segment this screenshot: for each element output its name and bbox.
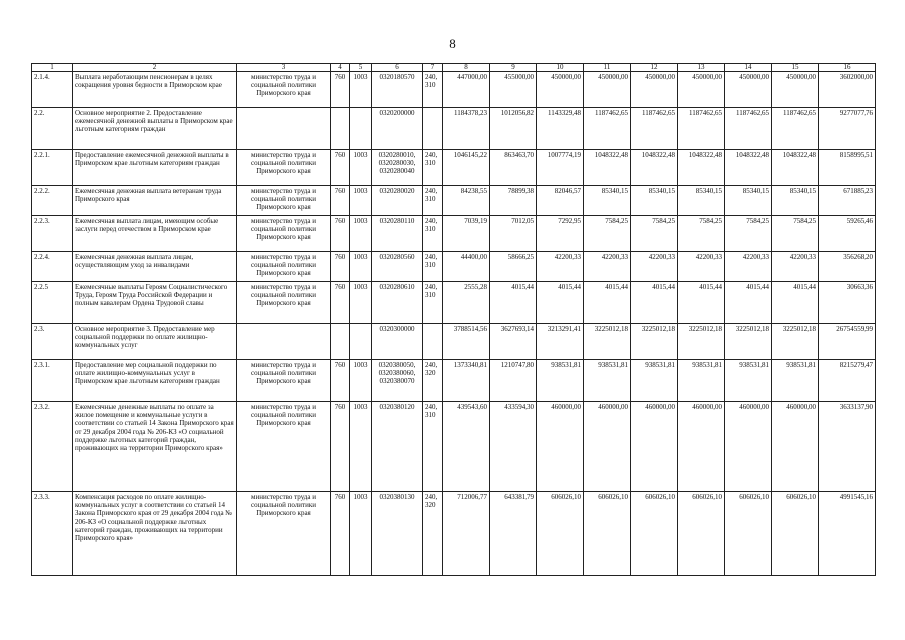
row-year-amount: 863463,70 — [490, 150, 537, 186]
column-number: 6 — [372, 64, 423, 72]
row-year-amount: 4015,44 — [584, 282, 631, 324]
row-year-amount: 450000,00 — [725, 72, 772, 108]
row-year-amount: 1187462,65 — [631, 108, 678, 150]
column-number: 10 — [537, 64, 584, 72]
row-expense-type: 240, 310 — [423, 252, 443, 282]
row-total: 671885,23 — [819, 186, 876, 216]
row-year-amount: 3627693,14 — [490, 324, 537, 360]
row-grbs: 760 — [331, 216, 350, 252]
row-title: Предоставление ежемесячной денежной выплаты в Приморском крае льготным категориям граждан — [73, 150, 237, 186]
row-number: 2.3.2. — [32, 402, 73, 492]
row-number: 2.3.3. — [32, 492, 73, 576]
row-year-amount: 44400,00 — [443, 252, 490, 282]
row-grbs: 760 — [331, 360, 350, 402]
row-year-amount: 58666,25 — [490, 252, 537, 282]
row-title: Ежемесячные денежные выплаты по оплате за жилое помещение и коммунальные услуги в соответствии со статьей 14 Закона Приморского края от 29 декабря 2004 года № 206-КЗ «О социальной поддержке льготных категорий граждан, проживающих на территории Приморского края» — [73, 402, 237, 492]
row-year-amount: 450000,00 — [537, 72, 584, 108]
row-title: Предоставление мер социальной поддержки по оплате жилищно-коммунальных услуг в Приморском крае льготным категориям граждан — [73, 360, 237, 402]
row-year-amount: 1012056,82 — [490, 108, 537, 150]
row-year-amount: 938531,81 — [772, 360, 819, 402]
row-year-amount: 460000,00 — [537, 402, 584, 492]
row-number: 2.2.2. — [32, 186, 73, 216]
row-year-amount: 460000,00 — [772, 402, 819, 492]
column-number: 14 — [725, 64, 772, 72]
row-target-article: 0320280560 — [372, 252, 423, 282]
row-year-amount: 450000,00 — [631, 72, 678, 108]
row-year-amount: 85340,15 — [631, 186, 678, 216]
row-target-article: 0320280610 — [372, 282, 423, 324]
row-target-article: 0320380120 — [372, 402, 423, 492]
row-year-amount: 85340,15 — [772, 186, 819, 216]
table-row — [32, 324, 876, 360]
row-year-amount: 1373340,81 — [443, 360, 490, 402]
row-year-amount: 1048322,48 — [725, 150, 772, 186]
row-section — [350, 108, 372, 150]
row-year-amount: 1143329,48 — [537, 108, 584, 150]
row-grbs: 760 — [331, 72, 350, 108]
row-total: 9277077,76 — [819, 108, 876, 150]
row-agency: министерство труда и социальной политики Приморского края — [237, 360, 331, 402]
row-year-amount: 439543,60 — [443, 402, 490, 492]
row-agency: министерство труда и социальной политики Приморского края — [237, 282, 331, 324]
row-agency: министерство труда и социальной политики Приморского края — [237, 150, 331, 186]
row-year-amount: 460000,00 — [678, 402, 725, 492]
row-number: 2.3.1. — [32, 360, 73, 402]
table-row — [32, 186, 876, 216]
row-title: Ежемесячная денежная выплата ветеранам труда Приморского края — [73, 186, 237, 216]
row-total: 3602000,00 — [819, 72, 876, 108]
row-agency: министерство труда и социальной политики Приморского края — [237, 402, 331, 492]
row-section — [350, 324, 372, 360]
row-grbs: 760 — [331, 492, 350, 576]
row-total: 8215279,47 — [819, 360, 876, 402]
row-year-amount: 42200,33 — [772, 252, 819, 282]
row-year-amount: 3213291,41 — [537, 324, 584, 360]
row-total: 356268,20 — [819, 252, 876, 282]
row-year-amount: 7039,19 — [443, 216, 490, 252]
row-year-amount: 3225012,18 — [772, 324, 819, 360]
row-year-amount: 1187462,65 — [678, 108, 725, 150]
row-year-amount: 85340,15 — [584, 186, 631, 216]
page-number: 8 — [449, 36, 456, 51]
row-expense-type: 240, 320 — [423, 360, 443, 402]
row-year-amount: 712006,77 — [443, 492, 490, 576]
row-year-amount: 42200,33 — [725, 252, 772, 282]
row-target-article: 0320280020 — [372, 186, 423, 216]
row-year-amount: 4015,44 — [725, 282, 772, 324]
row-section: 1003 — [350, 72, 372, 108]
row-section: 1003 — [350, 252, 372, 282]
column-number: 13 — [678, 64, 725, 72]
table-row — [32, 360, 876, 402]
row-year-amount: 4015,44 — [537, 282, 584, 324]
row-year-amount: 606026,10 — [537, 492, 584, 576]
row-year-amount: 3225012,18 — [584, 324, 631, 360]
row-year-amount: 1187462,65 — [725, 108, 772, 150]
row-target-article: 0320380130 — [372, 492, 423, 576]
column-number: 2 — [73, 64, 237, 72]
table-row — [32, 216, 876, 252]
row-year-amount: 455000,00 — [490, 72, 537, 108]
row-year-amount: 3225012,18 — [725, 324, 772, 360]
row-number: 2.2.1. — [32, 150, 73, 186]
table-row — [32, 252, 876, 282]
row-year-amount: 606026,10 — [772, 492, 819, 576]
row-year-amount: 1046145,22 — [443, 150, 490, 186]
column-number: 15 — [772, 64, 819, 72]
row-year-amount: 447000,00 — [443, 72, 490, 108]
row-year-amount: 42200,33 — [537, 252, 584, 282]
row-number: 2.2.3. — [32, 216, 73, 252]
row-year-amount: 42200,33 — [584, 252, 631, 282]
row-year-amount: 85340,15 — [678, 186, 725, 216]
row-target-article: 0320380050, 0320380060, 0320380070 — [372, 360, 423, 402]
row-year-amount: 460000,00 — [725, 402, 772, 492]
row-year-amount: 84238,55 — [443, 186, 490, 216]
row-grbs: 760 — [331, 402, 350, 492]
row-target-article: 0320300000 — [372, 324, 423, 360]
row-grbs — [331, 108, 350, 150]
row-year-amount: 4015,44 — [631, 282, 678, 324]
row-target-article: 0320280110 — [372, 216, 423, 252]
row-number: 2.2. — [32, 108, 73, 150]
row-target-article: 0320180570 — [372, 72, 423, 108]
row-year-amount: 7584,25 — [772, 216, 819, 252]
row-year-amount: 7012,05 — [490, 216, 537, 252]
row-year-amount: 85340,15 — [725, 186, 772, 216]
column-number: 4 — [331, 64, 350, 72]
row-title: Выплата неработающим пенсионерам в целях сокращения уровня бедности в Приморском крае — [73, 72, 237, 108]
row-grbs — [331, 324, 350, 360]
table-row — [32, 72, 876, 108]
row-expense-type: 240, 310 — [423, 150, 443, 186]
row-section: 1003 — [350, 492, 372, 576]
row-year-amount: 42200,33 — [678, 252, 725, 282]
row-year-amount: 938531,81 — [631, 360, 678, 402]
row-year-amount: 643381,79 — [490, 492, 537, 576]
row-title: Компенсация расходов по оплате жилищно-коммунальных услуг в соответствии со статьей 14 Закона Приморского края от 29 декабря 2004 года № 206-КЗ «О социальной поддержке льготных категорий граждан, проживающих на территории Приморского края» — [73, 492, 237, 576]
table-row — [32, 492, 876, 576]
row-year-amount: 4015,44 — [772, 282, 819, 324]
row-grbs: 760 — [331, 150, 350, 186]
row-number: 2.2.4. — [32, 252, 73, 282]
row-year-amount: 1048322,48 — [678, 150, 725, 186]
table-row — [32, 108, 876, 150]
row-number: 2.3. — [32, 324, 73, 360]
column-number: 16 — [819, 64, 876, 72]
row-year-amount: 42200,33 — [631, 252, 678, 282]
row-total: 8158995,51 — [819, 150, 876, 186]
row-year-amount: 450000,00 — [772, 72, 819, 108]
row-agency: министерство труда и социальной политики Приморского края — [237, 492, 331, 576]
row-year-amount: 938531,81 — [678, 360, 725, 402]
row-year-amount: 450000,00 — [678, 72, 725, 108]
column-number: 7 — [423, 64, 443, 72]
table-row — [32, 282, 876, 324]
row-year-amount: 450000,00 — [584, 72, 631, 108]
row-total: 4991545,16 — [819, 492, 876, 576]
row-total: 26754559,99 — [819, 324, 876, 360]
row-year-amount: 1187462,65 — [772, 108, 819, 150]
row-section: 1003 — [350, 216, 372, 252]
row-total: 30663,36 — [819, 282, 876, 324]
row-number: 2.1.4. — [32, 72, 73, 108]
row-year-amount: 1048322,48 — [772, 150, 819, 186]
column-number: 5 — [350, 64, 372, 72]
row-title: Ежемесячные выплаты Героям Социалистического Труда, Героям Труда Российской Федерации и полным кавалерам Ордена Трудовой славы — [73, 282, 237, 324]
row-expense-type: 240, 310 — [423, 72, 443, 108]
row-expense-type — [423, 324, 443, 360]
row-year-amount: 7584,25 — [678, 216, 725, 252]
row-year-amount: 460000,00 — [631, 402, 678, 492]
row-agency: министерство труда и социальной политики Приморского края — [237, 186, 331, 216]
row-expense-type — [423, 108, 443, 150]
row-title: Ежемесячная выплата лицам, имеющим особые заслуги перед отечеством в Приморском крае — [73, 216, 237, 252]
row-year-amount: 82046,57 — [537, 186, 584, 216]
column-number: 9 — [490, 64, 537, 72]
row-year-amount: 7584,25 — [631, 216, 678, 252]
row-year-amount: 3788514,56 — [443, 324, 490, 360]
row-section: 1003 — [350, 360, 372, 402]
row-year-amount: 7292,95 — [537, 216, 584, 252]
row-year-amount: 1007774,19 — [537, 150, 584, 186]
row-year-amount: 4015,44 — [678, 282, 725, 324]
row-title: Основное мероприятие 2. Предоставление ежемесячной денежной выплаты в Приморском крае льготным категориям граждан — [73, 108, 237, 150]
row-year-amount: 78899,38 — [490, 186, 537, 216]
row-year-amount: 938531,81 — [537, 360, 584, 402]
row-year-amount: 4015,44 — [490, 282, 537, 324]
row-year-amount: 433594,30 — [490, 402, 537, 492]
row-agency — [237, 108, 331, 150]
row-year-amount: 1187462,65 — [584, 108, 631, 150]
row-year-amount: 3225012,18 — [631, 324, 678, 360]
row-year-amount: 1048322,48 — [631, 150, 678, 186]
row-grbs: 760 — [331, 252, 350, 282]
row-expense-type: 240, 310 — [423, 282, 443, 324]
row-agency: министерство труда и социальной политики Приморского края — [237, 216, 331, 252]
row-year-amount: 1210747,80 — [490, 360, 537, 402]
row-year-amount: 606026,10 — [678, 492, 725, 576]
column-number: 8 — [443, 64, 490, 72]
row-grbs: 760 — [331, 186, 350, 216]
row-total: 59265,46 — [819, 216, 876, 252]
row-year-amount: 1184378,23 — [443, 108, 490, 150]
row-year-amount: 938531,81 — [725, 360, 772, 402]
row-year-amount: 7584,25 — [584, 216, 631, 252]
column-number: 3 — [237, 64, 331, 72]
row-year-amount: 7584,25 — [725, 216, 772, 252]
row-agency: министерство труда и социальной политики Приморского края — [237, 252, 331, 282]
column-number: 11 — [584, 64, 631, 72]
row-expense-type: 240, 310 — [423, 186, 443, 216]
row-section: 1003 — [350, 402, 372, 492]
budget-table — [31, 63, 876, 576]
row-agency: министерство труда и социальной политики Приморского края — [237, 72, 331, 108]
column-number-row — [32, 64, 876, 72]
row-agency — [237, 324, 331, 360]
row-total: 3633137,90 — [819, 402, 876, 492]
row-year-amount: 938531,81 — [584, 360, 631, 402]
column-number: 1 — [32, 64, 73, 72]
row-year-amount: 1048322,48 — [584, 150, 631, 186]
row-expense-type: 240, 310 — [423, 216, 443, 252]
row-number: 2.2.5 — [32, 282, 73, 324]
row-target-article: 0320200000 — [372, 108, 423, 150]
row-section: 1003 — [350, 282, 372, 324]
row-section: 1003 — [350, 150, 372, 186]
row-year-amount: 606026,10 — [725, 492, 772, 576]
row-expense-type: 240, 320 — [423, 492, 443, 576]
row-target-article: 0320280010, 0320280030, 0320280040 — [372, 150, 423, 186]
row-year-amount: 606026,10 — [584, 492, 631, 576]
column-number: 12 — [631, 64, 678, 72]
table-row — [32, 150, 876, 186]
row-expense-type: 240, 310 — [423, 402, 443, 492]
row-year-amount: 460000,00 — [584, 402, 631, 492]
row-section: 1003 — [350, 186, 372, 216]
row-year-amount: 3225012,18 — [678, 324, 725, 360]
row-grbs: 760 — [331, 282, 350, 324]
row-year-amount: 2555,28 — [443, 282, 490, 324]
table-row — [32, 402, 876, 492]
row-year-amount: 606026,10 — [631, 492, 678, 576]
row-title: Основное мероприятие 3. Предоставление мер социальной поддержки по оплате жилищно-коммунальных услуг — [73, 324, 237, 360]
row-title: Ежемесячная денежная выплата лицам, осуществляющим уход за инвалидами — [73, 252, 237, 282]
